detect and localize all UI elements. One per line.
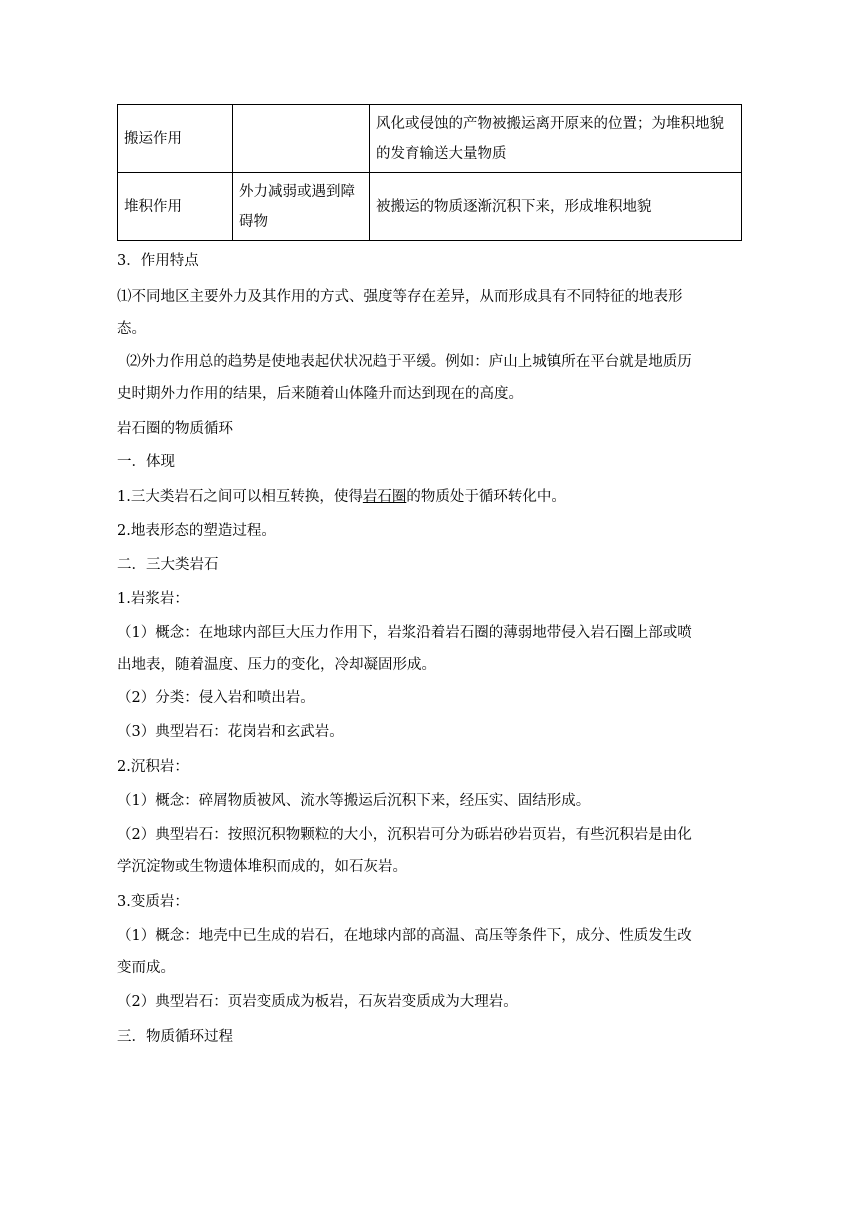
table-cell-desc: 风化或侵蚀的产物被搬运离开原来的位置；为堆积地貌的发育输送大量物质 — [370, 105, 742, 173]
paragraph-line: 史时期外力作用的结果，后来随着山体隆升而达到现在的高度。 — [117, 386, 523, 402]
section-heading: 一．体现 — [117, 454, 175, 470]
paragraph-line: 出地表，随着温度、压力的变化，冷却凝固形成。 — [117, 657, 436, 673]
table-cell-condition: 外力减弱或遇到障碍物 — [233, 173, 370, 241]
section-heading: 二．三大类岩石 — [117, 557, 219, 573]
section-heading: 3．作用特点 — [117, 253, 199, 269]
subsection-title: 2.沉积岩： — [117, 759, 189, 775]
table-cell-name: 搬运作用 — [118, 105, 233, 173]
subsection-title: 3.变质岩： — [117, 894, 189, 910]
table-cell-name: 堆积作用 — [118, 173, 233, 241]
table-cell-condition — [233, 105, 370, 173]
list-item: 2.地表形态的塑造过程。 — [117, 523, 276, 539]
section-heading: 三．物质循环过程 — [117, 1029, 233, 1045]
paragraph-line: 学沉淀物或生物遗体堆积而成的，如石灰岩。 — [117, 859, 407, 875]
paragraph-line: 态。 — [117, 321, 146, 337]
paragraph-line: （2）分类：侵入岩和喷出岩。 — [117, 690, 315, 706]
table-row — [118, 173, 742, 241]
table-row — [118, 105, 742, 173]
table-cell-desc: 被搬运的物质逐渐沉积下来，形成堆积地貌 — [370, 173, 742, 241]
text-segment: 的物质处于循环转化中。 — [406, 489, 566, 505]
list-item — [117, 487, 566, 507]
geology-table — [117, 104, 742, 241]
paragraph-line: （1）概念：碎屑物质被风、流水等搬运后沉积下来，经压实、固结形成。 — [117, 793, 591, 809]
paragraph-line: （2）典型岩石：按照沉积物颗粒的大小，沉积岩可分为砾岩砂岩页岩，有些沉积岩是由化 — [117, 827, 692, 843]
paragraph-line: ⑵外力作用总的趋势是使地表起伏状况趋于平缓。例如：庐山上城镇所在平台就是地质历 — [117, 354, 692, 370]
paragraph-line: （1）概念：在地球内部巨大压力作用下，岩浆沿着岩石圈的薄弱地带侵入岩石圈上部或喷 — [117, 625, 692, 641]
paragraph-line: ⑴不同地区主要外力及其作用的方式、强度等存在差异，从而形成具有不同特征的地表形 — [117, 289, 683, 305]
paragraph-line: 变而成。 — [117, 960, 175, 976]
paragraph-line: （3）典型岩石：花岗岩和玄武岩。 — [117, 724, 344, 740]
subsection-title: 1.岩浆岩： — [117, 591, 189, 607]
paragraph-line: （2）典型岩石：页岩变质成为板岩，石灰岩变质成为大理岩。 — [117, 994, 518, 1010]
paragraph-line: （1）概念：地壳中已生成的岩石，在地球内部的高温、高压等条件下，成分、性质发生改 — [117, 928, 692, 944]
section-title: 岩石圈的物质循环 — [117, 421, 233, 437]
underlined-term: 岩石圈 — [362, 489, 407, 505]
text-segment: 1.三大类岩石之间可以相互转换，使得 — [117, 489, 363, 505]
